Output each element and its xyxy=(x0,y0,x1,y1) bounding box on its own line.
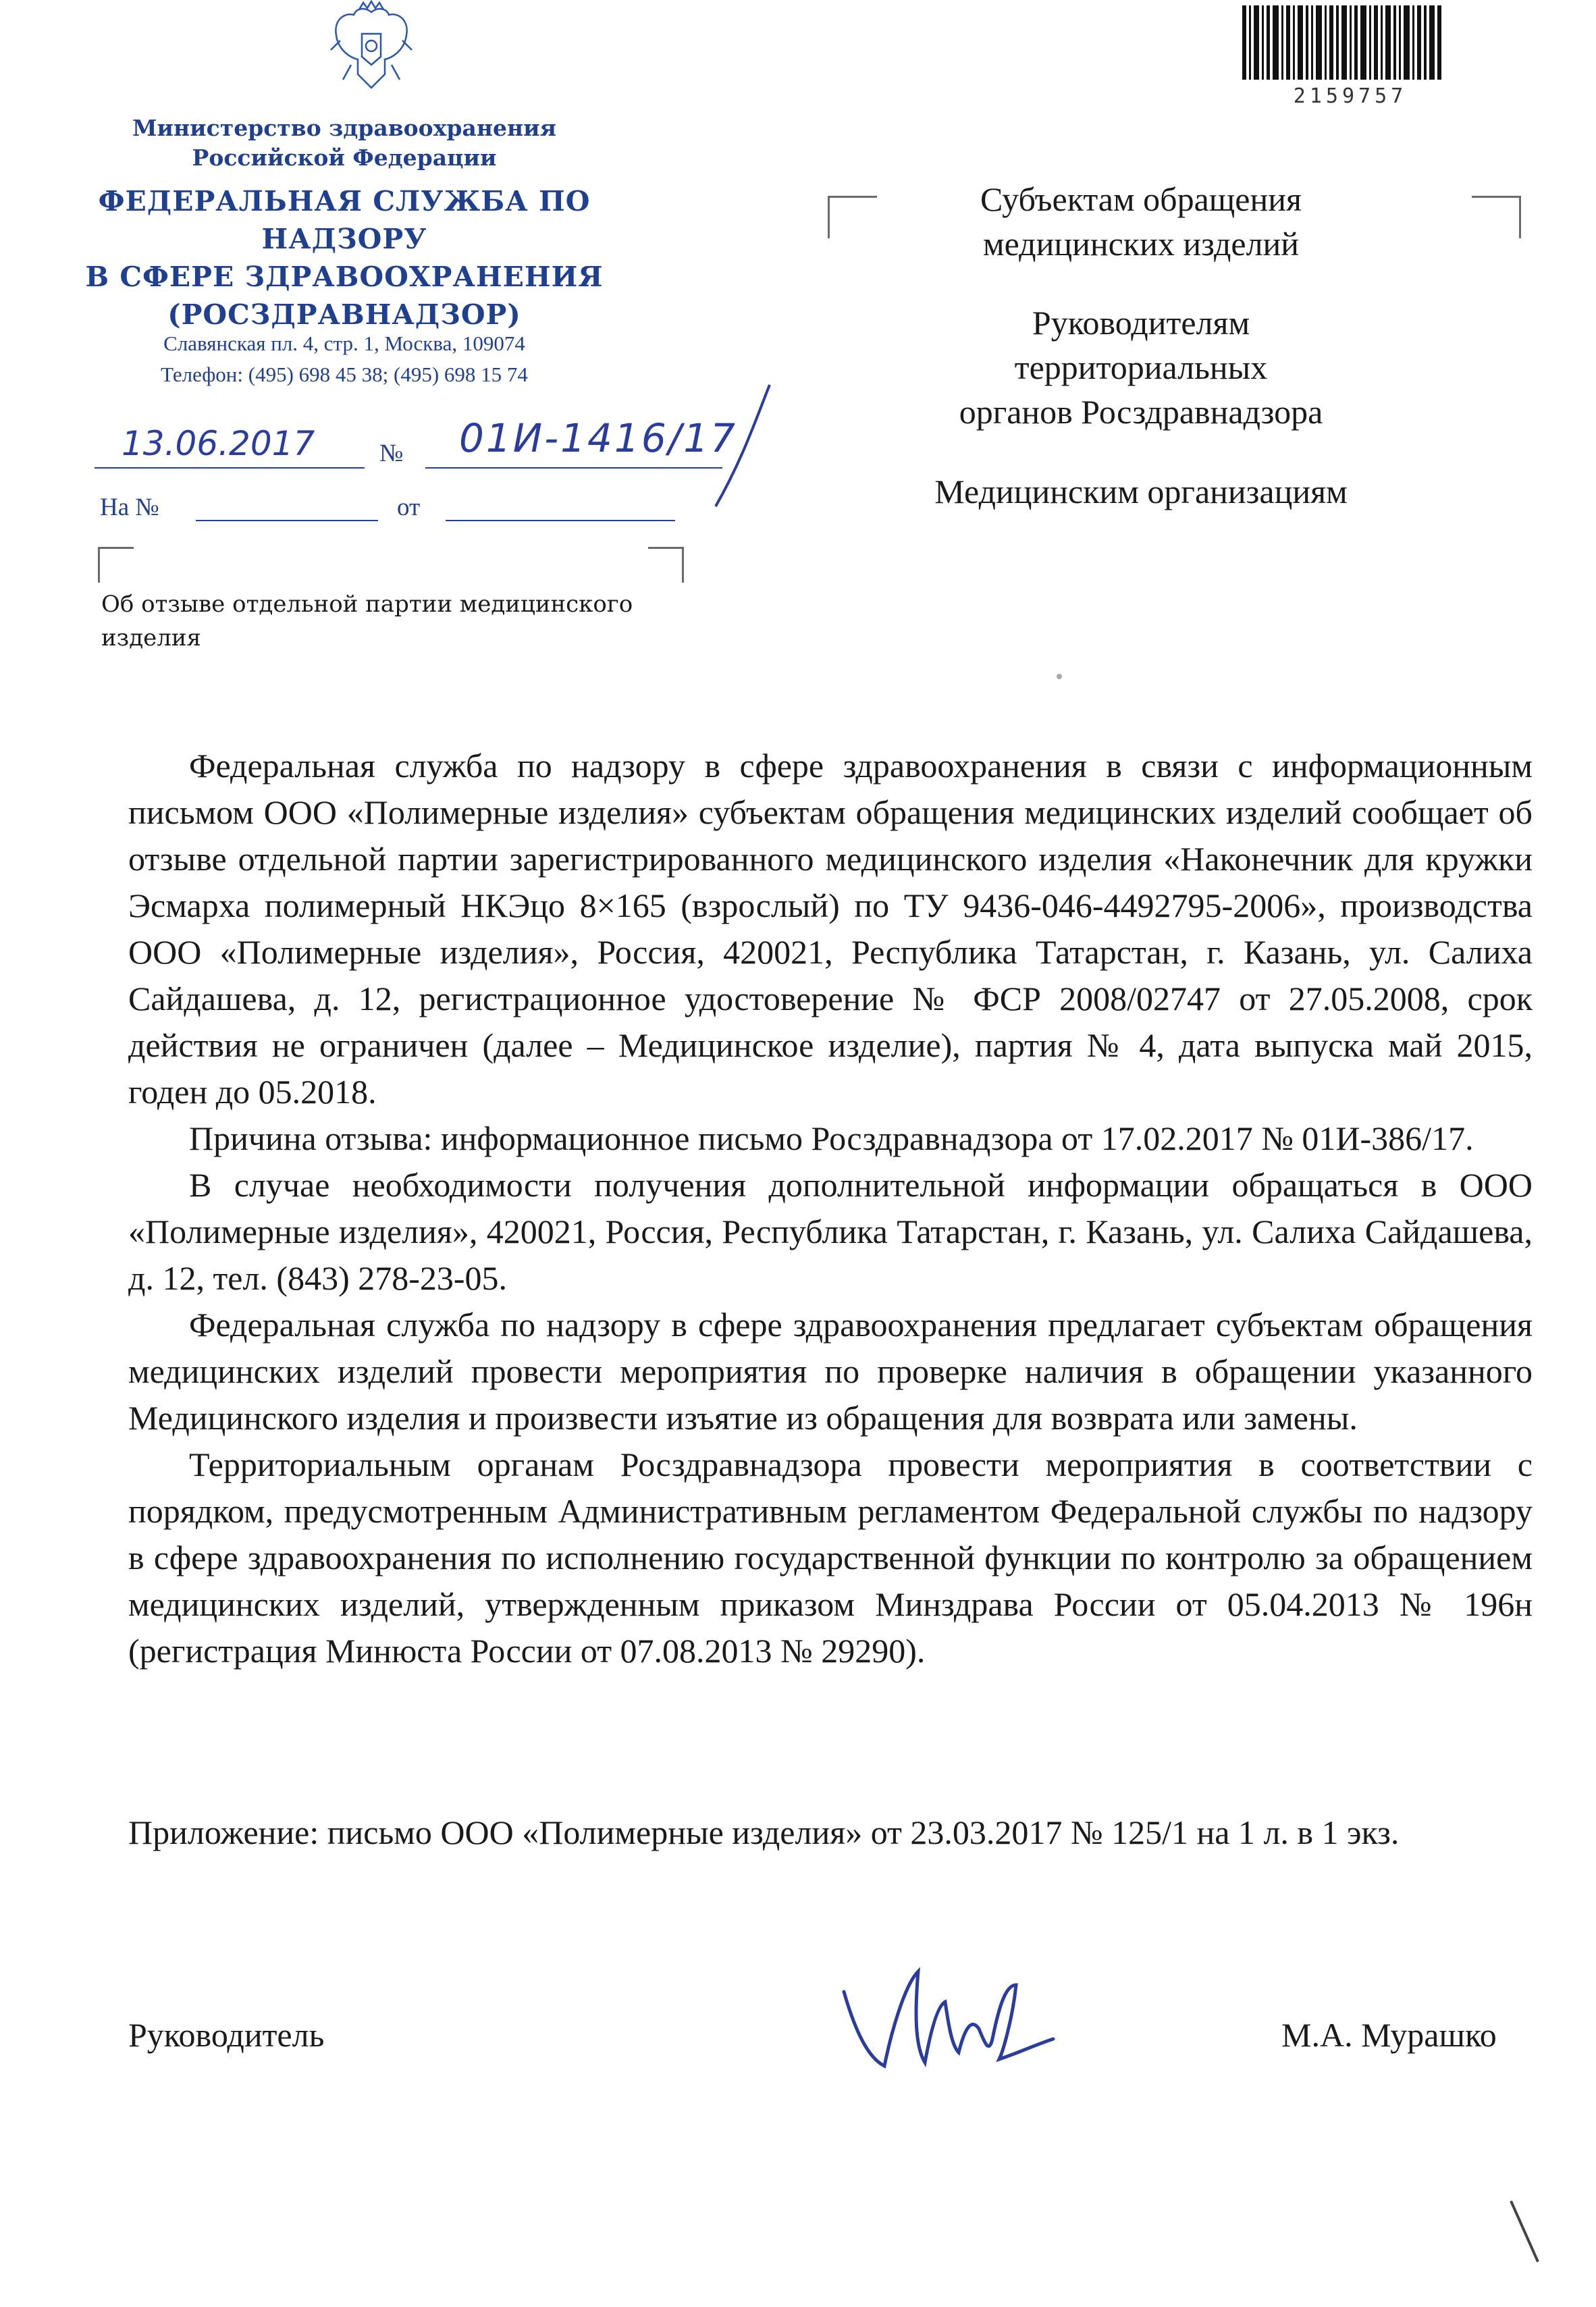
service-name xyxy=(74,182,614,334)
paragraph-2: Причина отзыва: информационное письмо Росздравнадзора от 17.02.2017 № 01И-386/17. xyxy=(189,1119,1474,1157)
service-line1: ФЕДЕРАЛЬНАЯ СЛУЖБА ПО НАДЗОРУ xyxy=(98,185,591,255)
address-line2: Телефон: (495) 698 45 38; (495) 698 15 74 xyxy=(161,363,528,386)
handwritten-slash xyxy=(702,378,783,513)
service-line3: (РОСЗДРАВНАДЗОР) xyxy=(167,298,521,331)
reg-date: 13.06.2017 xyxy=(122,424,315,463)
paragraph-4: Федеральная служба по надзору в сфере здравоохранения предлагает субъектам обращения медицинских изделий провести мероприятия по проверке наличия в обращении указанного Медицинского изделия и произвести изъятие из обращения для возврата или замены. xyxy=(128,1306,1533,1437)
recipient-1 xyxy=(871,177,1411,266)
letter-body xyxy=(128,743,1533,1674)
service-line2: В СФЕРЕ ЗДРАВООХРАНЕНИЯ xyxy=(85,261,604,293)
ministry-line1: Министерство здравоохранения xyxy=(132,115,556,141)
recipient-2-line2: территориальных xyxy=(1014,348,1268,386)
reg-date-field xyxy=(95,419,365,473)
recipient-2 xyxy=(871,300,1411,434)
subject-line: Об отзыве отдельной партии медицинского изделия xyxy=(101,591,633,652)
recipient-1-line2: медицинских изделий xyxy=(982,225,1300,263)
reg-number: 01И-1416/17 xyxy=(459,415,738,461)
appendix-note: Приложение: письмо ООО «Полимерные изделия» от 23.03.2017 № 125/1 на 1 л. в 1 экз. xyxy=(128,1813,1400,1851)
recipient-2-line1: Руководителям xyxy=(1032,304,1250,342)
recipient-2-line3: органов Росздравнадзора xyxy=(959,393,1323,431)
address-block xyxy=(101,328,587,390)
recipient-corner-left xyxy=(828,196,877,238)
reply-date-line xyxy=(446,520,675,521)
barcode xyxy=(1242,5,1445,80)
subject-corner-left xyxy=(98,547,134,583)
scan-mark xyxy=(1504,2194,1545,2269)
recipient-3: Медицинским организациям xyxy=(934,473,1348,510)
paragraph-1: Федеральная служба по надзору в сфере здравоохранения в связи с информационным письмом ООО «Полимерные изделия» субъектам обращения медицинских изделий сообщает об отзыве отдельной партии зарегистрированного медицинского изделия «Наконечник для кружки Эсмарха полимерный НКЭцо 8×165 (взрослый) по ТУ 9436-046-4492795-2006», производства ООО «Полимерные изделия», Россия, 420021, Республика Татарстан, г. Казань, ул. Салиха Сайдашева, д. 12, регистрационное удостоверение № ФСР 2008/02747 от 27.05.2008, срок действия не ограничен (далее – Медицинское изделие), партия № 4, дата выпуска май 2015, годен до 05.2018. xyxy=(128,747,1533,1111)
recipient-corner-right xyxy=(1472,196,1521,238)
recipient-1-line1: Субъектам обращения xyxy=(980,180,1302,218)
scan-dot xyxy=(1057,674,1062,679)
paragraph-3: В случае необходимости получения дополнительной информации обращаться в ООО «Полимерные изделия», 420021, Россия, Республика Татарстан, г. Казань, ул. Салиха Сайдашева, д. 12, тел. (843) 278-23-05. xyxy=(128,1166,1533,1297)
ministry-name xyxy=(101,113,587,173)
signatory-role: Руководитель xyxy=(128,2016,325,2054)
barcode-number: 2159757 xyxy=(1293,84,1408,108)
address-line1: Славянская пл. 4, стр. 1, Москва, 109074 xyxy=(163,332,525,355)
subject-corner-right xyxy=(648,547,684,583)
paragraph-5: Территориальным органам Росздравнадзора провести мероприятия в соответствии с порядком, предусмотренным Административным регламентом Федеральной службы по надзору в сфере здравоохранения по исполнению государственной функции по контролю за обращением медицинских изделий, утвержденным приказом Минздрава России от 05.04.2013 № 196н (регистрация Минюста России от 07.08.2013 № 29290). xyxy=(128,1446,1533,1670)
handwritten-signature xyxy=(830,1944,1100,2079)
reply-from-label: от xyxy=(397,494,421,521)
coat-of-arms-icon xyxy=(324,0,419,101)
signatory-name: М.А. Мурашко xyxy=(1281,2016,1497,2054)
reply-label: На № xyxy=(100,494,159,521)
reg-no-label: № xyxy=(379,440,404,467)
reply-number-line xyxy=(196,520,378,521)
ministry-line2: Российской Федерации xyxy=(192,144,497,171)
